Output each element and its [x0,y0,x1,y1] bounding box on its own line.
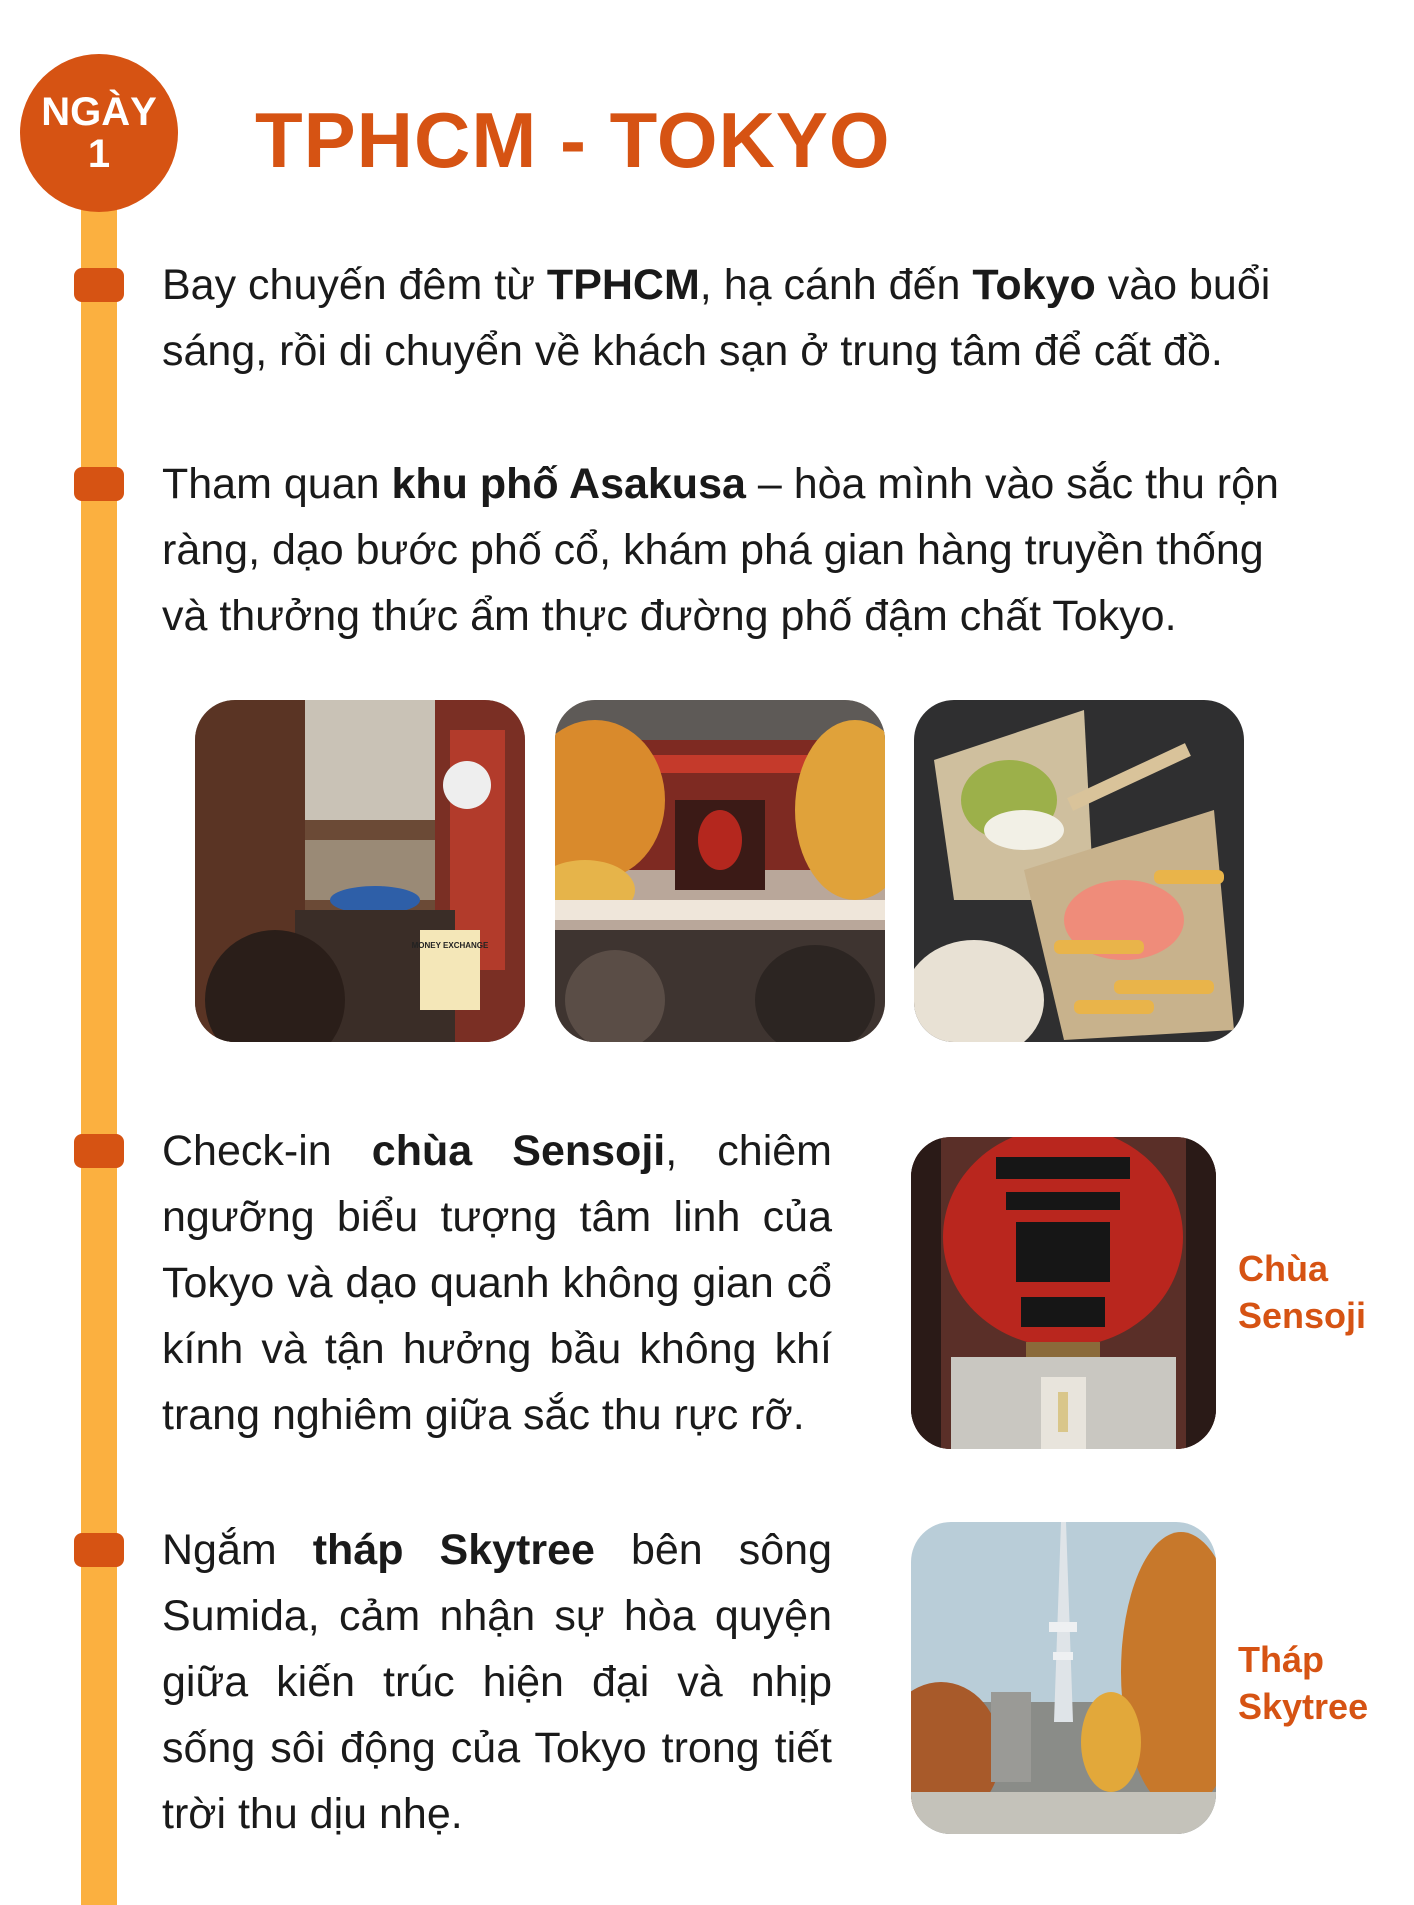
itinerary-item-1 [162,252,1282,384]
photo-skytree [911,1522,1216,1834]
item-text: Tham quan [162,460,392,508]
item-highlight: TPHCM [546,261,700,309]
item-text: vào buổi sáng, rồi di chuyển về khách sạn ở trung tâm để cất đồ. [162,261,1271,375]
item-highlight: chùa Sensoji [371,1127,666,1175]
timeline-marker [74,1533,124,1567]
caption-line: Skytree [1238,1686,1369,1727]
day-badge [20,54,178,212]
itinerary-item-2 [162,451,1292,649]
item-text: , chiêm ngưỡng biểu tượng tâm linh của Tokyo và dạo quanh không gian cổ kính và tận hưởng bầu không khí trang nghiêm giữa sắc thu rực rỡ. [162,1127,832,1439]
timeline-marker [74,467,124,501]
item-text: Check-in [162,1127,372,1175]
item-text: Bay chuyến đêm từ [162,261,547,309]
caption-skytree [1238,1636,1368,1730]
money-exchange-sign: MONEY EXCHANGE [411,941,489,950]
caption-line: Sensoji [1238,1295,1367,1336]
caption-line: Chùa [1238,1248,1328,1289]
item-highlight: Tokyo [972,261,1096,309]
itinerary-item-4 [162,1517,832,1847]
photo-asakusa-street [195,700,525,1042]
photo-sensoji [911,1137,1216,1449]
itinerary-item-3 [162,1118,832,1448]
caption-sensoji [1238,1245,1366,1339]
timeline-bar [81,190,117,1905]
photo-street-food [914,700,1244,1042]
photo-asakusa-gate [555,700,885,1042]
day-badge-number: 1 [87,132,111,176]
timeline-marker [74,1134,124,1168]
timeline-marker [74,268,124,302]
item-text: , hạ cánh đến [699,261,973,309]
item-highlight: tháp Skytree [312,1526,595,1574]
item-text: bên sông Sumida, cảm nhận sự hòa quyện giữa kiến trúc hiện đại và nhịp sống sôi động của Tokyo trong tiết trời thu dịu nhẹ. [162,1526,832,1838]
item-highlight: khu phố Asakusa [391,460,746,508]
item-text: – hòa mình vào sắc thu rộn ràng, dạo bước phố cổ, khám phá gian hàng truyền thống và thưởng thức ẩm thực đường phố đậm chất Tokyo. [162,460,1279,640]
item-text: Ngắm [162,1526,313,1574]
caption-line: Tháp [1238,1639,1324,1680]
page-title: TPHCM - TOKYO [255,96,891,184]
day-badge-label: NGÀY [41,90,157,134]
